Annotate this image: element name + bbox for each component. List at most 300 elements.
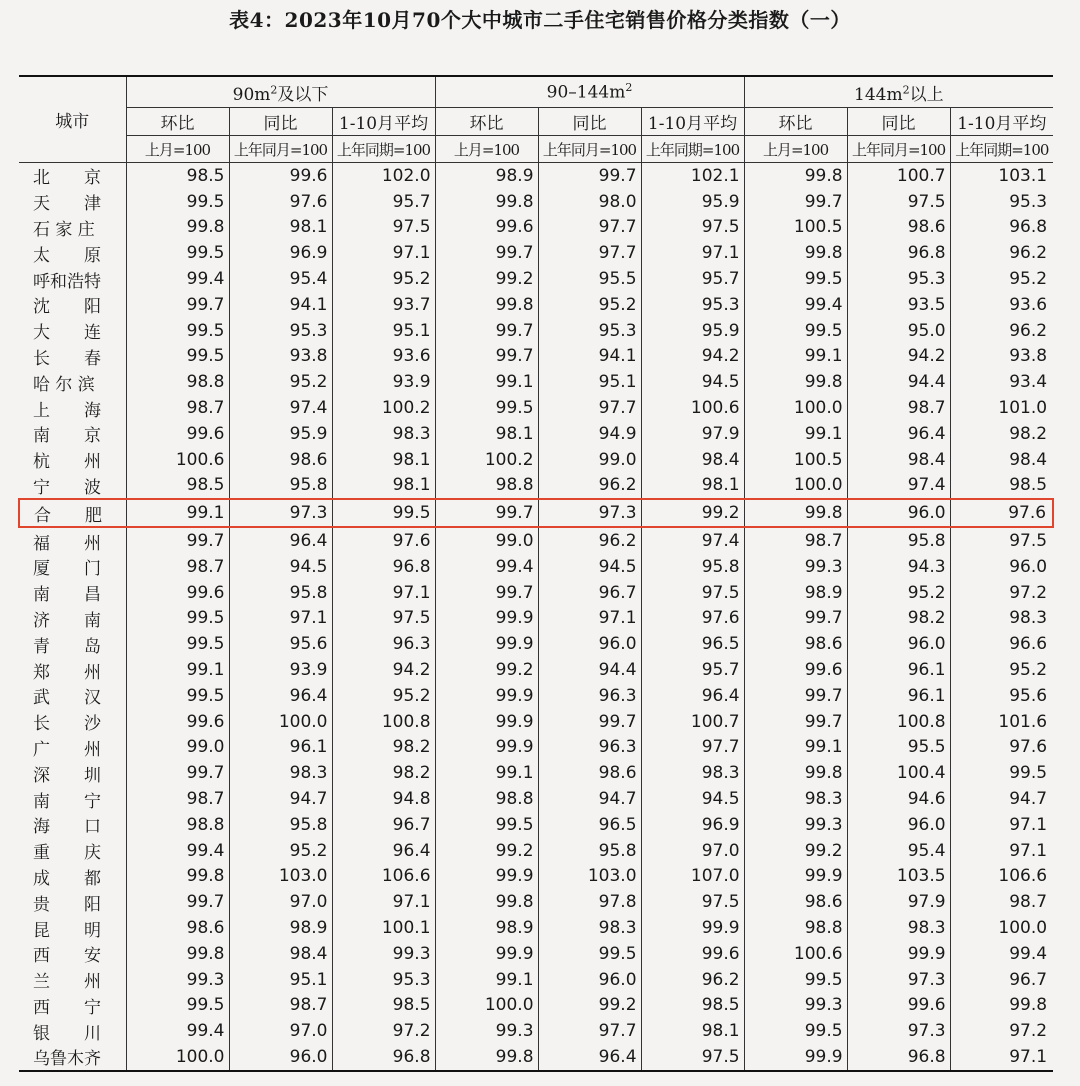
- table-row: [19, 786, 1053, 812]
- value-cell: 99.8: [744, 760, 847, 786]
- value-cell: 97.1: [1009, 840, 1048, 861]
- value-cell: 94.3: [847, 554, 950, 580]
- city-cell: 南 昌: [19, 580, 126, 606]
- table-row: [19, 554, 1053, 580]
- value-cell: 99.5: [126, 240, 229, 266]
- value-cell: 97.4: [641, 527, 744, 554]
- value-cell: 94.5: [538, 554, 641, 580]
- table-row: [19, 889, 1053, 915]
- city-cell: 西 安: [19, 941, 126, 967]
- value-cell: 99.3: [744, 554, 847, 580]
- value-cell: 94.8: [332, 786, 435, 812]
- value-cell: 99.8: [126, 215, 229, 241]
- value-cell: 99.5: [126, 189, 229, 215]
- value-cell: 97.3: [847, 967, 950, 993]
- value-cell: 99.8: [435, 189, 538, 215]
- value-cell: 97.2: [1009, 1021, 1048, 1042]
- value-cell: 99.7: [435, 499, 538, 527]
- value-cell: 100.0: [744, 395, 847, 421]
- base-header: 上年同月=100: [847, 136, 950, 163]
- value-cell: 99.5: [435, 812, 538, 838]
- value-cell: 96.6: [1009, 634, 1048, 655]
- value-cell: 98.9: [435, 163, 538, 189]
- value-cell: 96.9: [229, 240, 332, 266]
- value-cell: 97.3: [847, 1018, 950, 1044]
- value-cell: 96.1: [847, 657, 950, 683]
- value-cell: 99.9: [435, 631, 538, 657]
- value-cell: 97.4: [229, 395, 332, 421]
- value-cell: 99.5: [538, 941, 641, 967]
- value-cell: 99.5: [126, 344, 229, 370]
- value-cell: 99.7: [744, 683, 847, 709]
- value-cell: 93.6: [1009, 294, 1048, 315]
- value-cell: 98.2: [332, 735, 435, 761]
- value-cell: 97.1: [332, 889, 435, 915]
- value-cell: 95.3: [641, 292, 744, 318]
- city-cell: 乌鲁木齐: [19, 1044, 126, 1071]
- city-cell: 太 原: [19, 240, 126, 266]
- value-cell: 94.7: [538, 786, 641, 812]
- value-cell: 99.9: [435, 864, 538, 890]
- value-cell: 96.8: [1009, 217, 1048, 238]
- value-cell: 98.4: [229, 941, 332, 967]
- value-cell: 99.1: [744, 421, 847, 447]
- value-cell: 97.2: [332, 1018, 435, 1044]
- value-cell: 93.5: [847, 292, 950, 318]
- value-cell: 99.3: [332, 941, 435, 967]
- value-cell: 99.8: [744, 240, 847, 266]
- table-row: [19, 215, 1053, 241]
- city-cell: 合 肥: [19, 499, 126, 527]
- value-cell: 94.4: [538, 657, 641, 683]
- value-cell: 96.2: [538, 473, 641, 500]
- value-cell: 99.7: [126, 889, 229, 915]
- value-cell: 95.5: [847, 735, 950, 761]
- value-cell: 95.7: [332, 189, 435, 215]
- value-cell: 99.6: [847, 993, 950, 1019]
- value-cell: 94.5: [641, 786, 744, 812]
- table-row: [19, 864, 1053, 890]
- value-cell: 97.4: [847, 473, 950, 500]
- table-row: [19, 189, 1053, 215]
- value-cell: 97.5: [847, 189, 950, 215]
- value-cell: 96.7: [332, 812, 435, 838]
- table-row: [19, 266, 1053, 292]
- value-cell: 97.1: [641, 240, 744, 266]
- value-cell: 99.4: [126, 266, 229, 292]
- value-cell: 95.2: [538, 292, 641, 318]
- value-cell: 97.0: [229, 889, 332, 915]
- value-cell: 94.4: [847, 369, 950, 395]
- value-cell: 97.6: [950, 499, 1053, 527]
- city-cell: 银 川: [19, 1018, 126, 1044]
- value-cell: 99.3: [126, 967, 229, 993]
- value-cell: 93.6: [332, 344, 435, 370]
- value-cell: 95.1: [332, 318, 435, 344]
- city-cell: 福 州: [19, 527, 126, 554]
- value-cell: 99.2: [435, 657, 538, 683]
- value-cell: 98.2: [332, 760, 435, 786]
- value-cell: 100.0: [126, 1044, 229, 1071]
- table-row: [19, 395, 1053, 421]
- value-cell: 95.6: [1009, 685, 1048, 706]
- value-cell: 98.5: [1009, 475, 1048, 496]
- city-cell: 兰 州: [19, 967, 126, 993]
- value-cell: 99.5: [435, 395, 538, 421]
- value-cell: 99.6: [126, 709, 229, 735]
- value-cell: 99.7: [538, 163, 641, 189]
- value-cell: 98.8: [126, 812, 229, 838]
- value-cell: 101.6: [998, 711, 1048, 732]
- value-cell: 98.1: [229, 215, 332, 241]
- value-cell: 95.8: [229, 580, 332, 606]
- value-cell: 98.9: [435, 915, 538, 941]
- value-cell: 97.9: [641, 421, 744, 447]
- value-cell: 99.5: [126, 631, 229, 657]
- table-title: 表4：2023年10月70个大中城市二手住宅销售价格分类指数（一）: [229, 8, 851, 32]
- table-row: [19, 838, 1053, 864]
- sub-header: 1-10月平均: [641, 108, 744, 136]
- value-cell: 99.5: [744, 266, 847, 292]
- value-cell: 103.0: [538, 864, 641, 890]
- value-cell: 106.6: [998, 866, 1048, 887]
- table-row: [19, 527, 1053, 554]
- value-cell: 99.1: [744, 344, 847, 370]
- city-cell: 宁 波: [19, 473, 126, 500]
- value-cell: 100.8: [847, 709, 950, 735]
- value-cell: 98.1: [435, 421, 538, 447]
- value-cell: 95.3: [1009, 191, 1048, 212]
- value-cell: 99.9: [435, 941, 538, 967]
- value-cell: 94.7: [1009, 789, 1048, 810]
- value-cell: 99.7: [126, 292, 229, 318]
- value-cell: 97.0: [641, 838, 744, 864]
- value-cell: 98.9: [744, 580, 847, 606]
- sub-header: 环比: [126, 108, 229, 136]
- value-cell: 95.8: [229, 812, 332, 838]
- value-cell: 96.0: [1009, 556, 1048, 577]
- value-cell: 98.3: [229, 760, 332, 786]
- value-cell: 98.1: [641, 473, 744, 500]
- value-cell: 100.4: [847, 760, 950, 786]
- value-cell: 98.0: [538, 189, 641, 215]
- value-cell: 96.2: [641, 967, 744, 993]
- sub-header: 同比: [229, 108, 332, 136]
- city-cell: 海 口: [19, 812, 126, 838]
- group-header-small: $90m^2$及以下: [126, 76, 435, 108]
- value-cell: 95.1: [538, 369, 641, 395]
- value-cell: 97.7: [538, 395, 641, 421]
- value-cell: 95.3: [847, 266, 950, 292]
- value-cell: 93.9: [332, 369, 435, 395]
- value-cell: 99.8: [435, 292, 538, 318]
- value-cell: 99.0: [538, 447, 641, 473]
- value-cell: 99.2: [435, 266, 538, 292]
- value-cell: 99.9: [744, 864, 847, 890]
- table-row: [19, 369, 1053, 395]
- value-cell: 99.8: [744, 163, 847, 189]
- value-cell: 98.5: [332, 993, 435, 1019]
- value-cell: 93.9: [229, 657, 332, 683]
- value-cell: 99.7: [744, 709, 847, 735]
- value-cell: 100.0: [744, 473, 847, 500]
- value-cell: 95.2: [332, 683, 435, 709]
- value-cell: 98.7: [126, 395, 229, 421]
- value-cell: 99.1: [435, 760, 538, 786]
- city-cell: 长 沙: [19, 709, 126, 735]
- value-cell: 97.1: [1009, 814, 1048, 835]
- value-cell: 96.4: [332, 838, 435, 864]
- value-cell: 100.5: [744, 447, 847, 473]
- value-cell: 99.6: [435, 215, 538, 241]
- value-cell: 99.9: [435, 709, 538, 735]
- value-cell: 95.7: [641, 266, 744, 292]
- table-row: [19, 657, 1053, 683]
- value-cell: 96.3: [538, 683, 641, 709]
- value-cell: 98.7: [1009, 892, 1048, 913]
- city-cell: 呼和浩特: [19, 266, 126, 292]
- value-cell: 96.4: [641, 683, 744, 709]
- value-cell: 95.2: [332, 266, 435, 292]
- value-cell: 95.8: [847, 527, 950, 554]
- city-cell: 厦 门: [19, 554, 126, 580]
- table-row: [19, 499, 1053, 527]
- city-cell: 石 家 庄: [19, 215, 126, 241]
- value-cell: 99.2: [744, 838, 847, 864]
- value-cell: 100.7: [641, 709, 744, 735]
- sub-header: 1-10月平均: [950, 108, 1053, 136]
- value-cell: 97.6: [1009, 737, 1048, 758]
- value-cell: 99.0: [126, 735, 229, 761]
- value-cell: 97.0: [229, 1018, 332, 1044]
- value-cell: 100.8: [332, 709, 435, 735]
- table-row: [19, 163, 1053, 189]
- value-cell: 95.2: [1009, 660, 1048, 681]
- city-cell: 天 津: [19, 189, 126, 215]
- price-index-table: [18, 75, 1054, 1072]
- value-cell: 95.8: [641, 554, 744, 580]
- value-cell: 98.6: [744, 631, 847, 657]
- value-cell: 99.6: [126, 580, 229, 606]
- table-row: [19, 344, 1053, 370]
- value-cell: 97.7: [641, 735, 744, 761]
- table-row: [19, 421, 1053, 447]
- table-row: [19, 683, 1053, 709]
- value-cell: 97.1: [332, 240, 435, 266]
- table-row: [19, 967, 1053, 993]
- value-cell: 99.1: [126, 657, 229, 683]
- value-cell: 96.0: [847, 631, 950, 657]
- value-cell: 98.6: [744, 889, 847, 915]
- value-cell: 98.7: [847, 395, 950, 421]
- value-cell: 99.7: [126, 527, 229, 554]
- base-header: 上年同月=100: [538, 136, 641, 163]
- city-cell: 深 圳: [19, 760, 126, 786]
- city-cell: 济 南: [19, 606, 126, 632]
- sub-header: 环比: [744, 108, 847, 136]
- value-cell: 97.6: [332, 527, 435, 554]
- value-cell: 93.8: [229, 344, 332, 370]
- value-cell: 95.7: [641, 657, 744, 683]
- value-cell: 96.4: [229, 527, 332, 554]
- value-cell: 99.5: [126, 318, 229, 344]
- value-cell: 97.5: [1009, 531, 1048, 552]
- value-cell: 96.4: [538, 1044, 641, 1071]
- value-cell: 99.7: [744, 189, 847, 215]
- table-row: [19, 709, 1053, 735]
- value-cell: 98.3: [641, 760, 744, 786]
- table-row: [19, 760, 1053, 786]
- value-cell: 99.5: [126, 993, 229, 1019]
- value-cell: 99.3: [744, 812, 847, 838]
- value-cell: 99.9: [435, 683, 538, 709]
- value-cell: 97.5: [641, 580, 744, 606]
- value-cell: 97.5: [641, 1044, 744, 1071]
- city-cell: 大 连: [19, 318, 126, 344]
- base-header: 上年同月=100: [229, 136, 332, 163]
- value-cell: 96.9: [641, 812, 744, 838]
- value-cell: 98.4: [641, 447, 744, 473]
- base-header: 上月=100: [126, 136, 229, 163]
- value-cell: 96.8: [847, 1044, 950, 1071]
- value-cell: 96.2: [1009, 320, 1048, 341]
- value-cell: 102.1: [641, 163, 744, 189]
- base-header: 上月=100: [435, 136, 538, 163]
- city-cell: 南 京: [19, 421, 126, 447]
- value-cell: 99.8: [1009, 995, 1048, 1016]
- value-cell: 96.2: [538, 527, 641, 554]
- value-cell: 107.0: [641, 864, 744, 890]
- value-cell: 100.2: [332, 395, 435, 421]
- group-header-medium: $90-144m^2$: [435, 76, 744, 108]
- city-cell: 西 宁: [19, 993, 126, 1019]
- value-cell: 98.4: [847, 447, 950, 473]
- value-cell: 96.4: [229, 683, 332, 709]
- value-cell: 99.4: [744, 292, 847, 318]
- value-cell: 98.8: [744, 915, 847, 941]
- base-header: 上年同期=100: [332, 136, 435, 163]
- value-cell: 97.7: [538, 240, 641, 266]
- value-cell: 99.5: [744, 1018, 847, 1044]
- city-cell: 南 宁: [19, 786, 126, 812]
- value-cell: 95.5: [538, 266, 641, 292]
- value-cell: 98.6: [538, 760, 641, 786]
- value-cell: 96.1: [229, 735, 332, 761]
- value-cell: 94.5: [229, 554, 332, 580]
- city-cell: 武 汉: [19, 683, 126, 709]
- value-cell: 94.2: [641, 344, 744, 370]
- table-row: [19, 941, 1053, 967]
- table-row: [19, 993, 1053, 1019]
- value-cell: 98.7: [126, 786, 229, 812]
- value-cell: 103.0: [229, 864, 332, 890]
- value-cell: 100.2: [435, 447, 538, 473]
- city-cell: 杭 州: [19, 447, 126, 473]
- value-cell: 98.8: [435, 786, 538, 812]
- value-cell: 95.4: [229, 266, 332, 292]
- value-cell: 101.0: [998, 398, 1048, 419]
- value-cell: 100.6: [641, 395, 744, 421]
- city-cell: 郑 州: [19, 657, 126, 683]
- value-cell: 99.8: [435, 1044, 538, 1071]
- value-cell: 99.6: [744, 657, 847, 683]
- value-cell: 96.0: [538, 631, 641, 657]
- table-row: [19, 580, 1053, 606]
- value-cell: 99.1: [435, 369, 538, 395]
- value-cell: 100.0: [435, 993, 538, 1019]
- value-cell: 97.1: [538, 606, 641, 632]
- value-cell: 99.4: [126, 838, 229, 864]
- value-cell: 96.8: [847, 240, 950, 266]
- value-cell: 97.2: [1009, 582, 1048, 603]
- value-cell: 97.7: [538, 215, 641, 241]
- table-row: [19, 606, 1053, 632]
- value-cell: 95.9: [641, 318, 744, 344]
- value-cell: 98.6: [847, 215, 950, 241]
- value-cell: 95.0: [847, 318, 950, 344]
- value-cell: 100.1: [332, 915, 435, 941]
- value-cell: 96.0: [538, 967, 641, 993]
- value-cell: 96.0: [847, 812, 950, 838]
- value-cell: 94.2: [332, 657, 435, 683]
- value-cell: 97.7: [538, 1018, 641, 1044]
- value-cell: 95.9: [229, 421, 332, 447]
- value-cell: 98.8: [126, 369, 229, 395]
- value-cell: 95.3: [229, 318, 332, 344]
- value-cell: 96.7: [1009, 969, 1048, 990]
- value-cell: 99.8: [744, 499, 847, 527]
- value-cell: 98.3: [332, 421, 435, 447]
- value-cell: 100.7: [847, 163, 950, 189]
- table-row: [19, 1044, 1053, 1071]
- value-cell: 99.6: [641, 941, 744, 967]
- value-cell: 95.4: [847, 838, 950, 864]
- value-cell: 99.5: [1009, 763, 1048, 784]
- value-cell: 99.3: [435, 1018, 538, 1044]
- value-cell: 99.1: [744, 735, 847, 761]
- value-cell: 98.2: [847, 606, 950, 632]
- value-cell: 98.7: [744, 527, 847, 554]
- value-cell: 103.5: [847, 864, 950, 890]
- value-cell: 103.1: [998, 165, 1048, 186]
- value-cell: 99.4: [435, 554, 538, 580]
- base-header: 上年同期=100: [641, 136, 744, 163]
- value-cell: 97.5: [641, 889, 744, 915]
- value-cell: 99.2: [641, 499, 744, 527]
- base-header: 上年同期=100: [950, 136, 1053, 163]
- value-cell: 94.7: [229, 786, 332, 812]
- value-cell: 96.2: [1009, 243, 1048, 264]
- value-cell: 97.8: [538, 889, 641, 915]
- value-cell: 95.2: [1009, 269, 1048, 290]
- value-cell: 95.8: [229, 473, 332, 500]
- value-cell: 93.4: [1009, 372, 1048, 393]
- value-cell: 97.5: [332, 606, 435, 632]
- value-cell: 94.5: [641, 369, 744, 395]
- value-cell: 98.7: [229, 993, 332, 1019]
- value-cell: 99.7: [435, 344, 538, 370]
- value-cell: 99.1: [126, 499, 229, 527]
- value-cell: 95.3: [332, 967, 435, 993]
- value-cell: 97.3: [229, 499, 332, 527]
- value-cell: 95.2: [847, 580, 950, 606]
- value-cell: 99.0: [435, 527, 538, 554]
- value-cell: 99.7: [126, 760, 229, 786]
- table-row: [19, 473, 1053, 500]
- sub-header: 1-10月平均: [332, 108, 435, 136]
- value-cell: 95.2: [229, 369, 332, 395]
- value-cell: 98.8: [435, 473, 538, 500]
